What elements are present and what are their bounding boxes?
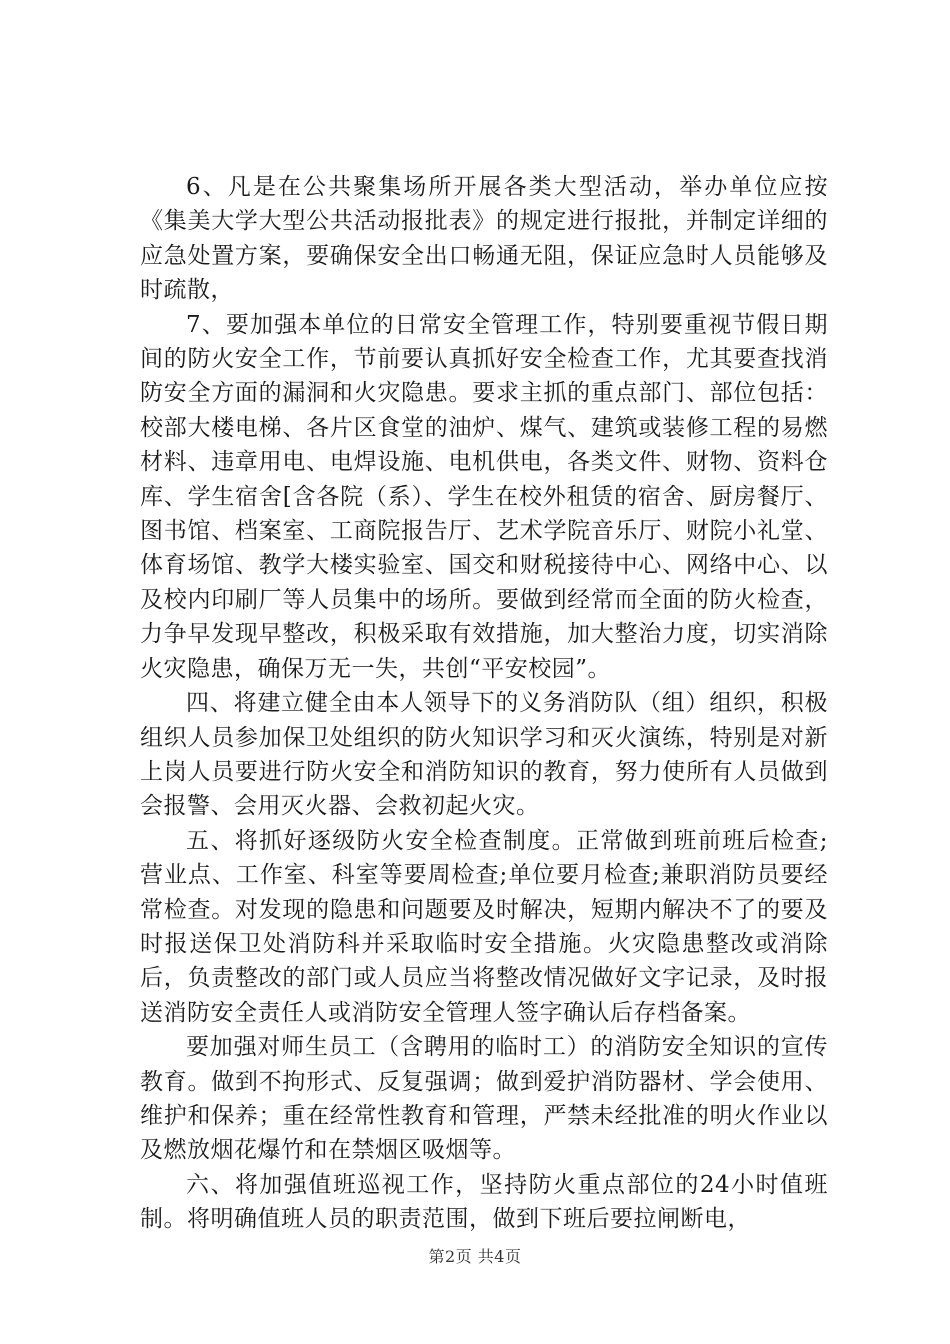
page-footer: 第2页 共4页 bbox=[428, 1247, 522, 1266]
paragraph-section-4: 四、将建立健全由本人领导下的义务消防队（组）组织，积极组织人员参加保卫处组织的防火知识学习和灭火演练，特别是对新上岗人员要进行防火安全和消防知识的教育，努力使所有人员做到会报警、会用灭火器、会救初起火灾。 bbox=[140, 690, 828, 820]
paragraph-section-5: 五、将抓好逐级防火安全检查制度。正常做到班前班后检查;营业点、工作室、科室等要周检查;单位要月检查;兼职消防员要经常检查。对发现的隐患和问题要及时解决，短期内解决不了的要及时报送保卫处消防科并采取临时安全措施。火灾隐患整改或消除后，负责整改的部门或人员应当将整改情况做好文字记录，及时报送消防安全责任人或消防安全管理人签字确认后存档备案。 bbox=[140, 827, 828, 1026]
paragraph-item-6: 6、凡是在公共聚集场所开展各类大型活动，举办单位应按《集美大学大型公共活动报批表》的规定进行报批，并制定详细的应急处置方案，要确保安全出口畅通无阻，保证应急时人员能够及时疏散， bbox=[140, 174, 828, 304]
document-body bbox=[140, 170, 828, 1237]
paragraph-education: 要加强对师生员工（含聘用的临时工）的消防安全知识的宣传教育。做到不拘形式、反复强调；做到爱护消防器材、学会使用、维护和保养；重在经常性教育和管理，严禁未经批准的明火作业以及燃放烟花爆竹和在禁烟区吸烟等。 bbox=[140, 1034, 828, 1164]
paragraph-section-6: 六、将加强值班巡视工作，坚持防火重点部位的24小时值班制。将明确值班人员的职责范围，做到下班后要拉闸断电， bbox=[140, 1171, 828, 1233]
paragraph-item-7: 7、要加强本单位的日常安全管理工作，特别要重视节假日期间的防火安全工作，节前要认真抓好安全检查工作，尤其要查找消防安全方面的漏洞和火灾隐患。要求主抓的重点部门、部位包括：校部大楼电梯、各片区食堂的油炉、煤气、建筑或装修工程的易燃材料、违章用电、电焊设施、电机供电，各类文件、财物、资料仓库、学生宿舍[含各院（系）、学生在校外租赁的宿舍、厨房餐厅、图书馆、档案室、工商院报告厅、艺术学院音乐厅、财院小礼堂、体育场馆、教学大楼实验室、国交和财税接待中心、网络中心、以及校内印刷厂等人员集中的场所。要做到经常而全面的防火检查，力争早发现早整改，积极采取有效措施，加大整治力度，切实消除火灾隐患，确保万无一失，共创“平安校园”。 bbox=[140, 311, 828, 682]
